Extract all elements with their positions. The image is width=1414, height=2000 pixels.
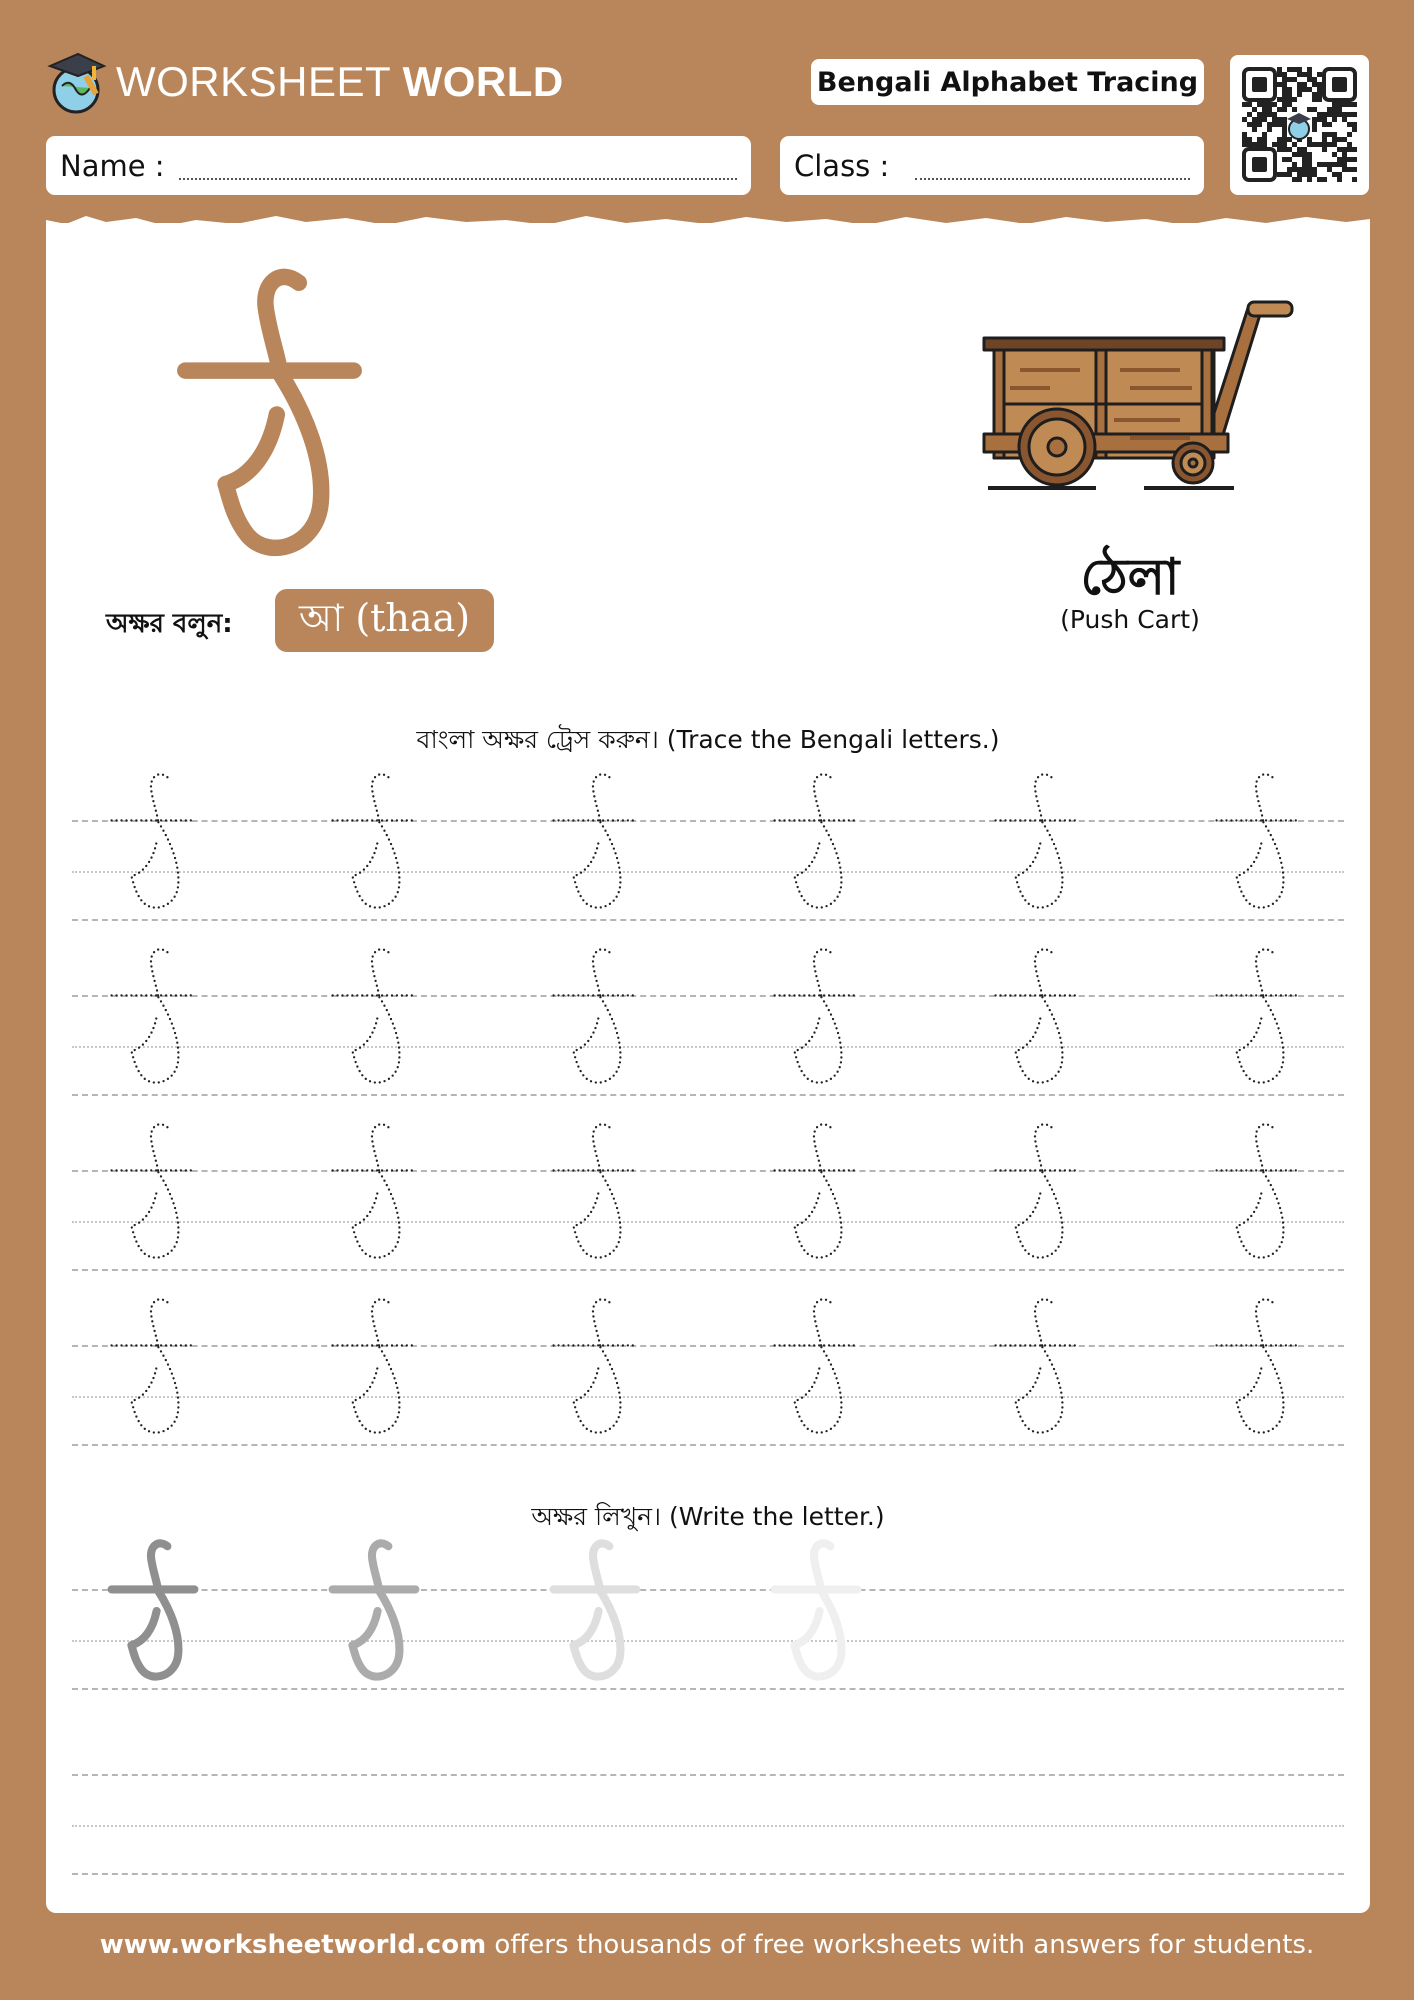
dotted-trace-letter [108, 769, 198, 915]
dotted-trace-letter [108, 1294, 198, 1440]
say-letter-label: অক্ষর বলুন: [106, 609, 233, 639]
push-cart-illustration [980, 298, 1315, 494]
write-row-2-mid-line [72, 1825, 1344, 1827]
trace-row-1-mid-line [72, 871, 1344, 873]
example-word: ঠেলা [1080, 548, 1180, 606]
dotted-trace-letter [771, 944, 861, 1090]
name-input-line[interactable] [179, 178, 737, 180]
brand-logo [46, 46, 564, 118]
dotted-trace-letter [329, 944, 419, 1090]
faded-model-letter [550, 1538, 640, 1684]
trace-row-4-bot-line [72, 1444, 1344, 1446]
worksheet-title: Bengali Alphabet Tracing [811, 59, 1204, 105]
write-row-2-bot-line [72, 1873, 1344, 1875]
dotted-trace-letter [1213, 769, 1303, 915]
big-letter-tha [178, 268, 361, 561]
trace-row-1-bot-line [72, 919, 1344, 921]
footer-link[interactable]: www.worksheetworld.com [99, 1930, 487, 1960]
example-word-translation: (Push Cart) [1060, 605, 1200, 634]
name-field[interactable] [46, 136, 751, 195]
trace-instruction: বাংলা অক্ষর ট্রেস করুন। (Trace the Bengali letters.) [416, 725, 1000, 754]
trace-row-1-top-line [72, 820, 1344, 822]
name-label: Name : [60, 148, 165, 183]
write-instruction: অক্ষর লিখুন। (Write the letter.) [531, 1502, 885, 1531]
trace-row-2-mid-line [72, 1046, 1344, 1048]
dotted-trace-letter [992, 944, 1082, 1090]
trace-row-2-bot-line [72, 1094, 1344, 1096]
write-row-1-mid-line [72, 1640, 1344, 1642]
footer-text: offers thousands of free worksheets with answers for students. [486, 1930, 1315, 1960]
qr-finder-pattern [1324, 69, 1355, 100]
trace-row-3-mid-line [72, 1221, 1344, 1223]
graduate-globe-icon [46, 46, 108, 118]
dotted-trace-letter [992, 1294, 1082, 1440]
qr-finder-pattern [1244, 149, 1275, 180]
dotted-trace-letter [992, 1119, 1082, 1265]
dotted-trace-letter [550, 1294, 640, 1440]
class-input-line[interactable] [915, 178, 1190, 180]
dotted-trace-letter [108, 1119, 198, 1265]
dotted-trace-letter [1213, 1294, 1303, 1440]
qr-code[interactable] [1230, 55, 1369, 195]
write-row-2-top-line [72, 1774, 1344, 1776]
dotted-trace-letter [550, 1119, 640, 1265]
dotted-trace-letter [1213, 1119, 1303, 1265]
dotted-trace-letter [550, 769, 640, 915]
trace-row-3-bot-line [72, 1269, 1344, 1271]
dotted-trace-letter [992, 769, 1082, 915]
write-row-1-bot-line [72, 1688, 1344, 1690]
write-row-1-top-line [72, 1589, 1344, 1591]
dotted-trace-letter [771, 769, 861, 915]
dotted-trace-letter [1213, 944, 1303, 1090]
footer [0, 1930, 1414, 1960]
dotted-trace-letter [108, 944, 198, 1090]
trace-row-4-top-line [72, 1345, 1344, 1347]
dotted-trace-letter [550, 944, 640, 1090]
trace-row-3-top-line [72, 1170, 1344, 1172]
dotted-trace-letter [329, 1119, 419, 1265]
faded-model-letter [771, 1538, 861, 1684]
torn-paper-edge [46, 212, 1370, 236]
class-field[interactable] [780, 136, 1204, 195]
class-label: Class : [794, 148, 890, 183]
dotted-trace-letter [771, 1119, 861, 1265]
dotted-trace-letter [329, 1294, 419, 1440]
trace-row-4-mid-line [72, 1396, 1344, 1398]
brand-name: WORKSHEET WORLD [116, 58, 564, 105]
faded-model-letter [329, 1538, 419, 1684]
qr-logo-icon [1287, 113, 1311, 139]
dotted-trace-letter [329, 769, 419, 915]
pronunciation-badge: আ (thaa) [275, 589, 494, 652]
dotted-trace-letter [771, 1294, 861, 1440]
trace-row-2-top-line [72, 995, 1344, 997]
qr-finder-pattern [1244, 69, 1275, 100]
faded-model-letter [108, 1538, 198, 1684]
